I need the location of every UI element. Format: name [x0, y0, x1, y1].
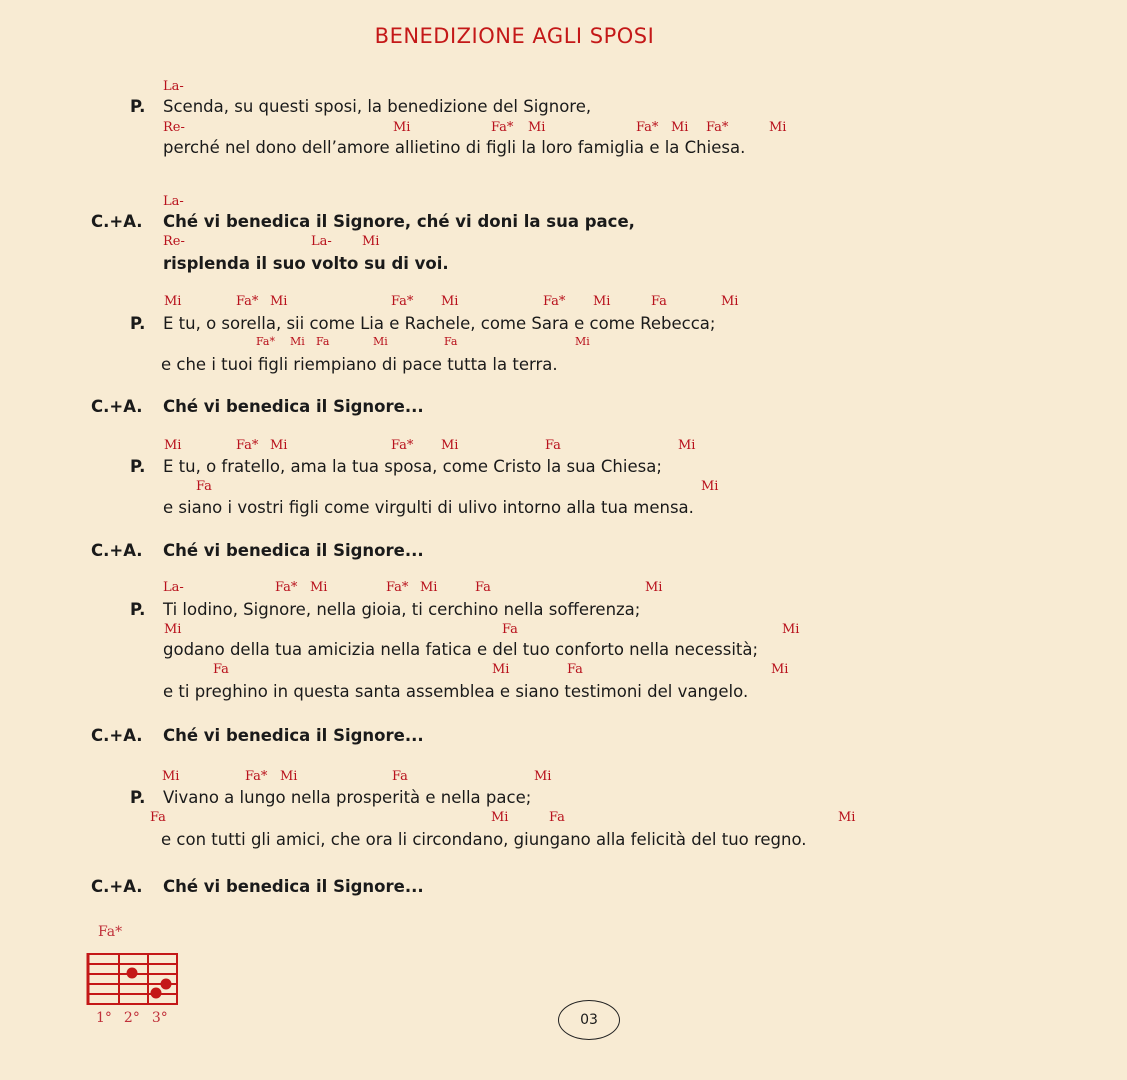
chord-label: Mi	[769, 120, 787, 135]
chord-label: La-	[311, 234, 332, 249]
speaker-label-priest: P.	[130, 457, 146, 476]
chord-label: Mi	[164, 438, 182, 453]
lyric-line: e ti preghino in questa santa assemblea e siano testimoni del vangelo.	[163, 682, 749, 701]
chord-label: Mi	[838, 810, 856, 825]
chord-label: La-	[163, 79, 184, 94]
speaker-label-all: C.+A.	[91, 877, 143, 896]
chord-label: Mi	[270, 294, 288, 309]
chord-label: Fa	[150, 810, 166, 825]
chord-label: Mi	[164, 622, 182, 637]
lyric-line: godano della tua amicizia nella fatica e del tuo conforto nella necessità;	[163, 640, 759, 659]
chord-label: Fa	[444, 335, 458, 348]
chord-label: Fa*	[391, 294, 414, 309]
fret-label: 1°	[96, 1010, 112, 1026]
chord-label: La-	[163, 580, 184, 595]
chord-label: Mi	[270, 438, 288, 453]
refrain-short: Ché vi benedica il Signore...	[163, 877, 424, 896]
lyric-line: Vivano a lungo nella prosperità e nella pace;	[163, 788, 532, 807]
chord-label: Fa	[651, 294, 667, 309]
chord-label: Mi	[164, 294, 182, 309]
chord-label: Fa	[392, 769, 408, 784]
chord-label: Fa	[196, 479, 212, 494]
chord-label: Mi	[645, 580, 663, 595]
chord-label: Fa*	[706, 120, 729, 135]
lyric-line: Scenda, su questi sposi, la benedizione del Signore,	[163, 97, 592, 116]
chord-label: Mi	[701, 479, 719, 494]
chord-label: Fa	[567, 662, 583, 677]
speaker-label-all: C.+A.	[91, 212, 143, 231]
chord-label: Fa*	[236, 294, 259, 309]
refrain-short: Ché vi benedica il Signore...	[163, 726, 424, 745]
chord-diagram-grid	[86, 950, 180, 1008]
speaker-label-all: C.+A.	[91, 541, 143, 560]
lyric-line: e siano i vostri figli come virgulti di ulivo intorno alla tua mensa.	[163, 498, 694, 517]
lyric-line: E tu, o sorella, sii come Lia e Rachele, come Sara e come Rebecca;	[163, 314, 716, 333]
chord-label: Mi	[528, 120, 546, 135]
lyric-line: e che i tuoi figli riempiano di pace tutta la terra.	[161, 355, 558, 374]
chord-label: Mi	[362, 234, 380, 249]
chord-label: Fa	[549, 810, 565, 825]
speaker-label-priest: P.	[130, 314, 146, 333]
refrain-short: Ché vi benedica il Signore...	[163, 541, 424, 560]
chord-label: Fa*	[256, 335, 275, 348]
lyric-line: Ti lodino, Signore, nella gioia, ti cerchino nella sofferenza;	[163, 600, 641, 619]
chord-label: Fa	[502, 622, 518, 637]
chord-label: Fa*	[391, 438, 414, 453]
chord-label: Mi	[310, 580, 328, 595]
chord-label: Fa*	[491, 120, 514, 135]
chord-label: Mi	[290, 335, 305, 348]
refrain-line: Ché vi benedica il Signore, ché vi doni la sua pace,	[163, 212, 635, 231]
chord-label: Fa*	[636, 120, 659, 135]
chord-label: Mi	[575, 335, 590, 348]
chord-label: Fa	[213, 662, 229, 677]
finger-dot	[151, 988, 162, 999]
chord-label: Fa*	[245, 769, 268, 784]
chord-label: Mi	[492, 662, 510, 677]
fret-label: 2°	[123, 1010, 140, 1026]
speaker-label-all: C.+A.	[91, 726, 143, 745]
chord-label: Re-	[163, 234, 185, 249]
chord-label: Mi	[671, 120, 689, 135]
chord-label: Mi	[373, 335, 388, 348]
chord-label: Mi	[771, 662, 789, 677]
chord-label: Mi	[534, 769, 552, 784]
chord-label: Mi	[162, 769, 180, 784]
chord-label: Fa	[475, 580, 491, 595]
fret-numbers	[96, 1010, 180, 1026]
speaker-label-priest: P.	[130, 600, 146, 619]
chord-label: Re-	[163, 120, 185, 135]
page-title: BENEDIZIONE AGLI SPOSI	[374, 24, 655, 48]
speaker-label-priest: P.	[130, 97, 146, 116]
lyric-line: e con tutti gli amici, che ora li circondano, giungano alla felicità del tuo regno.	[161, 830, 807, 849]
chord-label: Mi	[420, 580, 438, 595]
chord-label: Mi	[593, 294, 611, 309]
chord-label: Fa	[545, 438, 561, 453]
refrain-line: risplenda il suo volto su di voi.	[163, 254, 449, 273]
chord-label: Mi	[441, 294, 459, 309]
finger-dot	[127, 968, 138, 979]
chord-label: Fa	[316, 335, 330, 348]
lyric-line: E tu, o fratello, ama la tua sposa, come Cristo la sua Chiesa;	[163, 457, 662, 476]
finger-dot	[161, 979, 172, 990]
chord-label: Mi	[491, 810, 509, 825]
refrain-short: Ché vi benedica il Signore...	[163, 397, 424, 416]
page-number: 03	[558, 1000, 620, 1040]
chord-diagram-name: Fa*	[98, 924, 123, 940]
chord-label: Fa*	[386, 580, 409, 595]
lyric-line: perché nel dono dell’amore allietino di figli la loro famiglia e la Chiesa.	[163, 138, 746, 157]
fret-label: 3°	[151, 1010, 168, 1026]
chord-label: Mi	[393, 120, 411, 135]
speaker-label-all: C.+A.	[91, 397, 143, 416]
speaker-label-priest: P.	[130, 788, 146, 807]
chord-label: La-	[163, 194, 184, 209]
chord-label: Mi	[280, 769, 298, 784]
chord-label: Mi	[441, 438, 459, 453]
chord-label: Fa*	[275, 580, 298, 595]
chord-label: Mi	[782, 622, 800, 637]
chord-label: Fa*	[543, 294, 566, 309]
chord-label: Mi	[678, 438, 696, 453]
chord-label: Mi	[721, 294, 739, 309]
chord-label: Fa*	[236, 438, 259, 453]
